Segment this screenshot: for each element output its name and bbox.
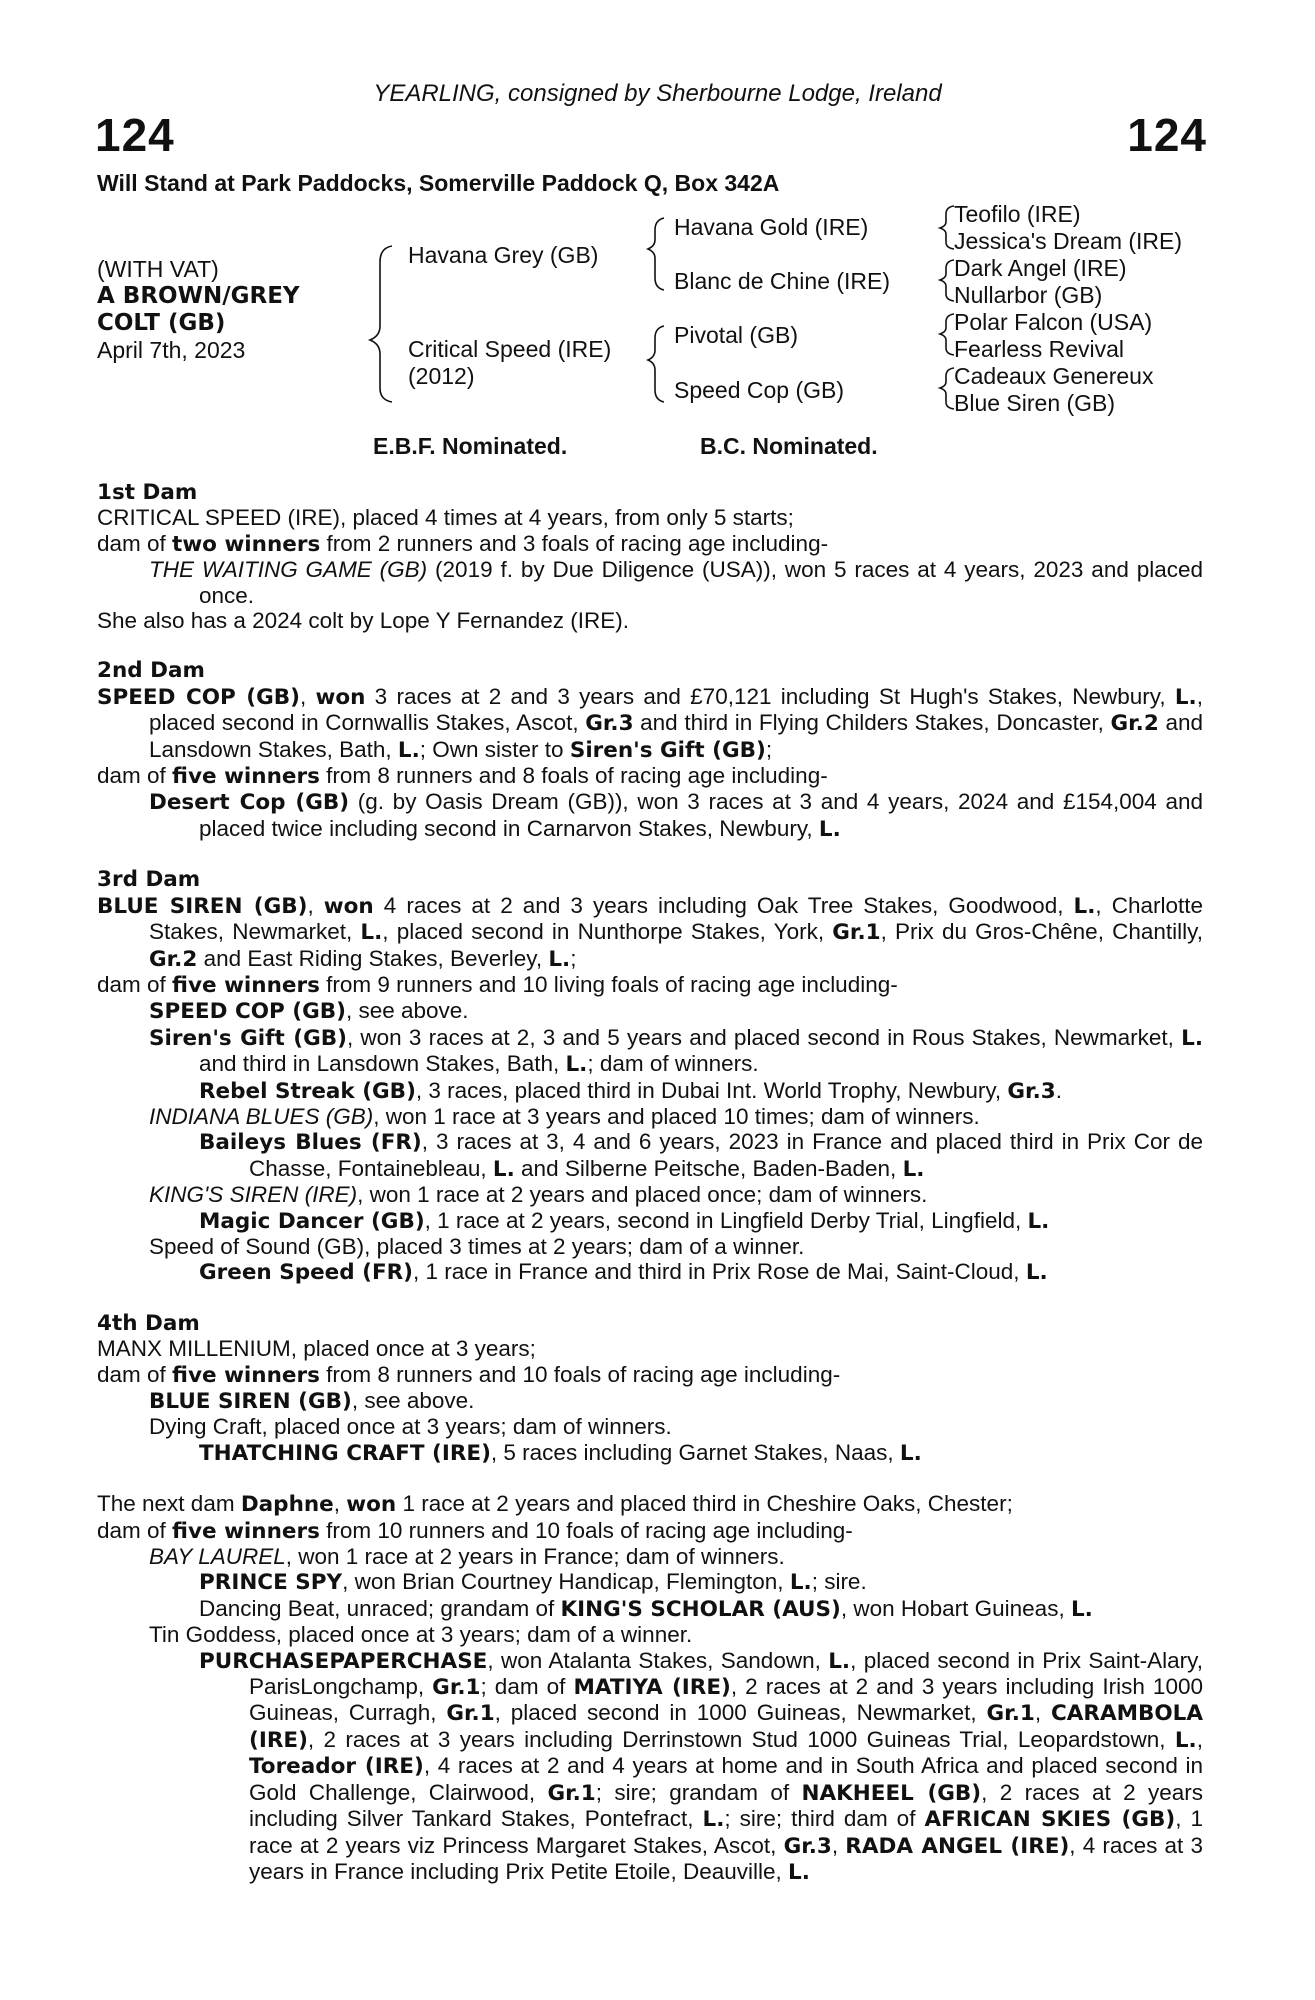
section-heading-1st-dam: 1st Dam — [97, 480, 198, 505]
fourth-dam-offspring: BLUE SIREN (GB), see above. — [149, 1388, 475, 1414]
pedigree-g3-6: Fearless Revival — [954, 336, 1124, 362]
pedigree-sire: Havana Grey (GB) — [408, 242, 599, 268]
pedigree-g3-2: Jessica's Dream (IRE) — [954, 228, 1183, 254]
pedigree-g3-1: Teofilo (IRE) — [954, 201, 1081, 227]
pedigree-g3-7: Cadeaux Genereux — [954, 363, 1154, 389]
second-dam-line: SPEED COP (GB), won 3 races at 2 and 3 years and £70,121 including St Hugh's Stakes, Newbury, L., placed second in Cornwallis Stakes, Ascot, Gr.3 and third in Flying Childers Stakes, Doncaster, Gr.2 and Lansdown Stakes, Bath, L.; Own sister to Siren's Gift (GB); — [97, 683, 1203, 763]
brace-g3-1 — [940, 206, 954, 249]
first-dam-winner: THE WAITING GAME (GB) (2019 f. by Due Diligence (USA)), won 5 races at 4 years, 2023 and placed once. — [149, 557, 1204, 608]
pedigree-g3-3: Dark Angel (IRE) — [954, 255, 1127, 281]
third-dam-grandoffspring: Rebel Streak (GB), 3 races, placed third in Dubai Int. World Trophy, Newbury, Gr.3. — [199, 1077, 1062, 1104]
next-dam-produce-line: dam of five winners from 10 runners and 10 foals of racing age including- — [97, 1517, 853, 1544]
lot-number-left: 124 — [95, 109, 175, 161]
catalogue-body — [97, 480, 1203, 1885]
pedigree-g3-8: Blue Siren (GB) — [954, 390, 1116, 416]
section-heading-2nd-dam: 2nd Dam — [97, 658, 205, 684]
next-dam-offspring: Tin Goddess, placed once at 3 years; dam of a winner. — [149, 1622, 693, 1648]
next-dam-line: The next dam Daphne, won 1 race at 2 years and placed third in Cheshire Oaks, Chester; — [97, 1491, 1013, 1518]
vat-note: (WITH VAT) — [97, 256, 219, 282]
brace-dam — [648, 326, 664, 402]
pedigree-g3-4: Nullarbor (GB) — [954, 282, 1103, 308]
third-dam-produce-line: dam of five winners from 9 runners and 10 living foals of racing age including- — [97, 971, 898, 998]
third-dam-line: BLUE SIREN (GB), won 4 races at 2 and 3 years including Oak Tree Stakes, Goodwood, L., Charlotte Stakes, Newmarket, L., placed second in Nunthorpe Stakes, York, Gr.1, Prix du Gros-Chêne, Chantilly, Gr.2 and East Riding Stakes, Beverley, L.; — [97, 892, 1203, 972]
horse-description-line2: COLT (GB) — [97, 310, 226, 336]
brace-g3-4 — [940, 368, 954, 409]
third-dam-grandoffspring: Green Speed (FR), 1 race in France and third in Prix Rose de Mai, Saint-Cloud, L. — [199, 1259, 1048, 1286]
horse-description-line1: A BROWN/GREY — [97, 283, 300, 309]
third-dam-offspring: KING'S SIREN (IRE), won 1 race at 2 years and placed once; dam of winners. — [149, 1182, 928, 1208]
next-dam-grandoffspring: PURCHASEPAPERCHASE, won Atalanta Stakes, Sandown, L., placed second in Prix Saint-Alary, ParisLongchamp, Gr.1; dam of MATIYA (IRE), 2 races at 2 and 3 years including Irish 1000 Guineas, Curragh, Gr.1, placed second in 1000 Guineas, Newmarket, Gr.1, CARAMBOLA (IRE), 2 races at 3 years including Derrinstown Stud 1000 Guineas Trial, Leopardstown, L., Toreador (IRE), 4 races at 2 and 4 years at home and in South Africa and placed second in Gold Challenge, Clairwood, Gr.1; sire; grandam of NAKHEEL (GB), 2 races at 2 years including Silver Tankard Stakes, Pontefract, L.; sire; third dam of AFRICAN SKIES (GB), 1 race at 2 years viz Princess Margaret Stakes, Ascot, Gr.3, RADA ANGEL (IRE), 4 races at 3 years in France including Prix Petite Etoile, Deauville, L. — [199, 1647, 1203, 1885]
fourth-dam-offspring: Dying Craft, placed once at 3 years; dam of winners. — [149, 1414, 672, 1440]
third-dam-offspring: Speed of Sound (GB), placed 3 times at 2 years; dam of a winner. — [149, 1233, 805, 1259]
second-dam-produce-line: dam of five winners from 8 runners and 8 foals of racing age including- — [97, 763, 828, 790]
third-dam-offspring: INDIANA BLUES (GB), won 1 race at 3 years and placed 10 times; dam of winners. — [149, 1103, 980, 1129]
fourth-dam-line: MANX MILLENIUM, placed once at 3 years; — [97, 1336, 536, 1362]
brace-sire — [648, 218, 664, 290]
brace-g3-3 — [940, 314, 954, 355]
next-dam-offspring: BAY LAUREL, won 1 race at 2 years in France; dam of winners. — [149, 1544, 785, 1570]
section-heading-4th-dam: 4th Dam — [97, 1310, 200, 1336]
first-dam-line: CRITICAL SPEED (IRE), placed 4 times at 4 years, from only 5 starts; — [97, 505, 794, 531]
consignor-line: YEARLING, consigned by Sherbourne Lodge, Ireland — [373, 80, 942, 107]
third-dam-grandoffspring: Baileys Blues (FR), 3 races at 3, 4 and 6 years, 2023 in France and placed third in Prix Cor de Chasse, Fontainebleau, L. and Silberne Peitsche, Baden-Baden, L. — [199, 1129, 1203, 1182]
section-heading-3rd-dam: 3rd Dam — [97, 867, 201, 893]
fourth-dam-grandoffspring: THATCHING CRAFT (IRE), 5 races including Garnet Stakes, Naas, L. — [199, 1439, 922, 1466]
next-dam-grandoffspring: Dancing Beat, unraced; grandam of KING'S SCHOLAR (AUS), won Hobart Guineas, L. — [199, 1595, 1093, 1622]
pedigree-dam-year: (2012) — [408, 363, 475, 389]
brace-g3-2 — [940, 260, 954, 301]
pedigree-dam: Critical Speed (IRE) — [408, 336, 612, 362]
stand-location: Will Stand at Park Paddocks, Somerville Paddock Q, Box 342A — [97, 170, 780, 196]
next-dam-grandoffspring: PRINCE SPY, won Brian Courtney Handicap, Flemington, L.; sire. — [199, 1569, 867, 1596]
third-dam-grandoffspring: Magic Dancer (GB), 1 race at 2 years, second in Lingfield Derby Trial, Lingfield, L. — [199, 1207, 1050, 1234]
second-dam-winner: Desert Cop (GB) (g. by Oasis Dream (GB)), won 3 races at 3 and 4 years, 2024 and £154,004 and placed twice including second in Carnarvon Stakes, Newbury, L. — [149, 789, 1203, 842]
third-dam-offspring: Siren's Gift (GB), won 3 races at 2, 3 and 5 years and placed second in Rous Stakes, Newmarket, L. and third in Lansdown Stakes, Bath, L.; dam of winners. — [149, 1024, 1204, 1078]
lot-number-right: 124 — [1127, 109, 1207, 161]
ebf-nomination: E.B.F. Nominated. — [373, 433, 568, 459]
brace-main — [370, 246, 392, 402]
first-dam-produce-line: dam of two winners from 2 runners and 3 foals of racing age including- — [97, 530, 829, 557]
pedigree-dam-sire: Pivotal (GB) — [674, 322, 798, 348]
foaling-date: April 7th, 2023 — [97, 337, 246, 363]
pedigree-sire-sire: Havana Gold (IRE) — [674, 214, 869, 240]
pedigree-dam-dam: Speed Cop (GB) — [674, 377, 845, 403]
bc-nomination: B.C. Nominated. — [700, 433, 878, 459]
pedigree-g3-5: Polar Falcon (USA) — [954, 309, 1153, 335]
first-dam-note: She also has a 2024 colt by Lope Y Fernandez (IRE). — [97, 608, 630, 634]
pedigree-sire-dam: Blanc de Chine (IRE) — [674, 268, 891, 294]
third-dam-offspring: SPEED COP (GB), see above. — [149, 998, 469, 1025]
fourth-dam-produce-line: dam of five winners from 8 runners and 10 foals of racing age including- — [97, 1361, 841, 1388]
